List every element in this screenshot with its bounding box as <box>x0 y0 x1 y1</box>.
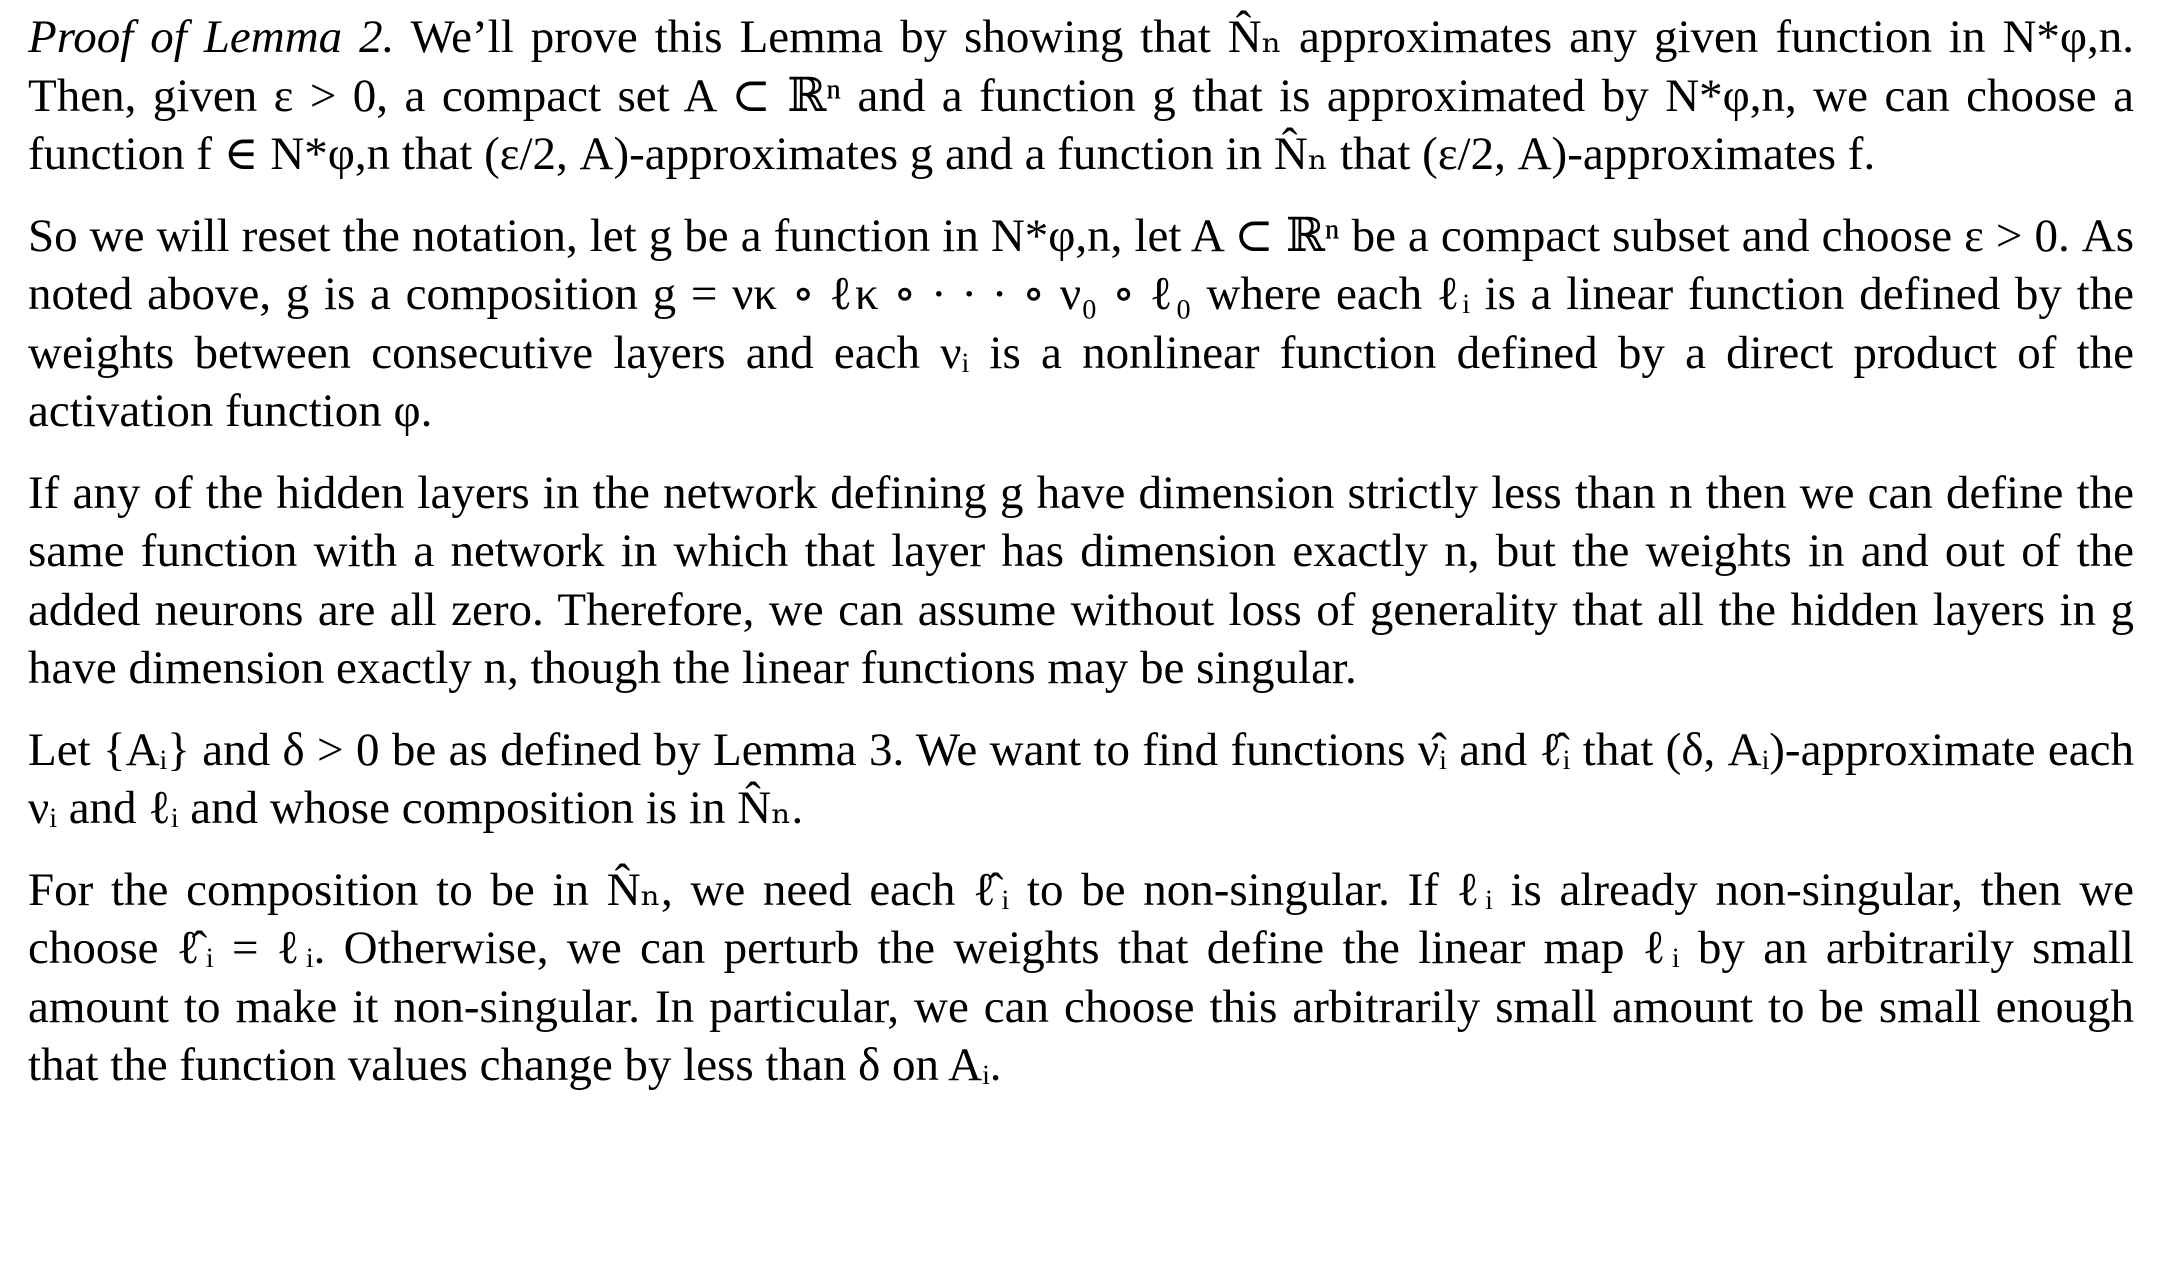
paragraph-5-text: For the composition to be in N̂ₙ, we need each ℓ̂ᵢ to be non-singular. If ℓᵢ is already non-singular, then we choose ℓ̂ᵢ = ℓᵢ. Otherwise, we can perturb the weights that define the linear map ℓᵢ by an arbitrarily small amount to make it non-singular. In particular, we can choose this arbitrarily small amount to be small enough that the function values change by less than δ on Aᵢ. <box>28 863 2134 1091</box>
paragraph-2-text: So we will reset the notation, let g be a function in N*φ,n, let A ⊂ ℝⁿ be a compact subset and choose ε > 0. As noted above, g is a composition g = νκ ∘ ℓκ ∘ · · · ∘ ν₀ ∘ ℓ₀ where each ℓᵢ is a linear function defined by the weights between consecutive layers and each νᵢ is a nonlinear function defined by a direct product of the activation function φ. <box>28 209 2134 437</box>
paragraph-1 <box>28 8 2134 184</box>
paragraph-4 <box>28 721 2134 838</box>
paragraph-4-text: Let {Aᵢ} and δ > 0 be as defined by Lemma 3. We want to find functions ν̂ᵢ and ℓ̂ᵢ that (δ, Aᵢ)-approximate each νᵢ and ℓᵢ and whose composition is in N̂ₙ. <box>28 723 2134 834</box>
proof-heading: Proof of Lemma 2. <box>28 11 395 63</box>
document-page <box>28 8 2134 1118</box>
paragraph-3-text: If any of the hidden layers in the network defining g have dimension strictly less than n then we can define the same function with a network in which that layer has dimension exactly n, but the weights in and out of the added neurons are all zero. Therefore, we can assume without loss of generality that all the hidden layers in g have dimension exactly n, though the linear functions may be singular. <box>28 466 2134 694</box>
paragraph-2 <box>28 207 2134 441</box>
paragraph-5 <box>28 861 2134 1095</box>
paragraph-1-text: We’ll prove this Lemma by showing that N̂ₙ approximates any given function in N*φ,n. Then, given ε > 0, a compact set A ⊂ ℝⁿ and a function g that is approximated by N*φ,n, we can choose a function f ∈ N*φ,n that (ε/2, A)-approximates g and a function in N̂ₙ that (ε/2, A)-approximates f. <box>28 11 2135 180</box>
paragraph-3 <box>28 464 2134 698</box>
